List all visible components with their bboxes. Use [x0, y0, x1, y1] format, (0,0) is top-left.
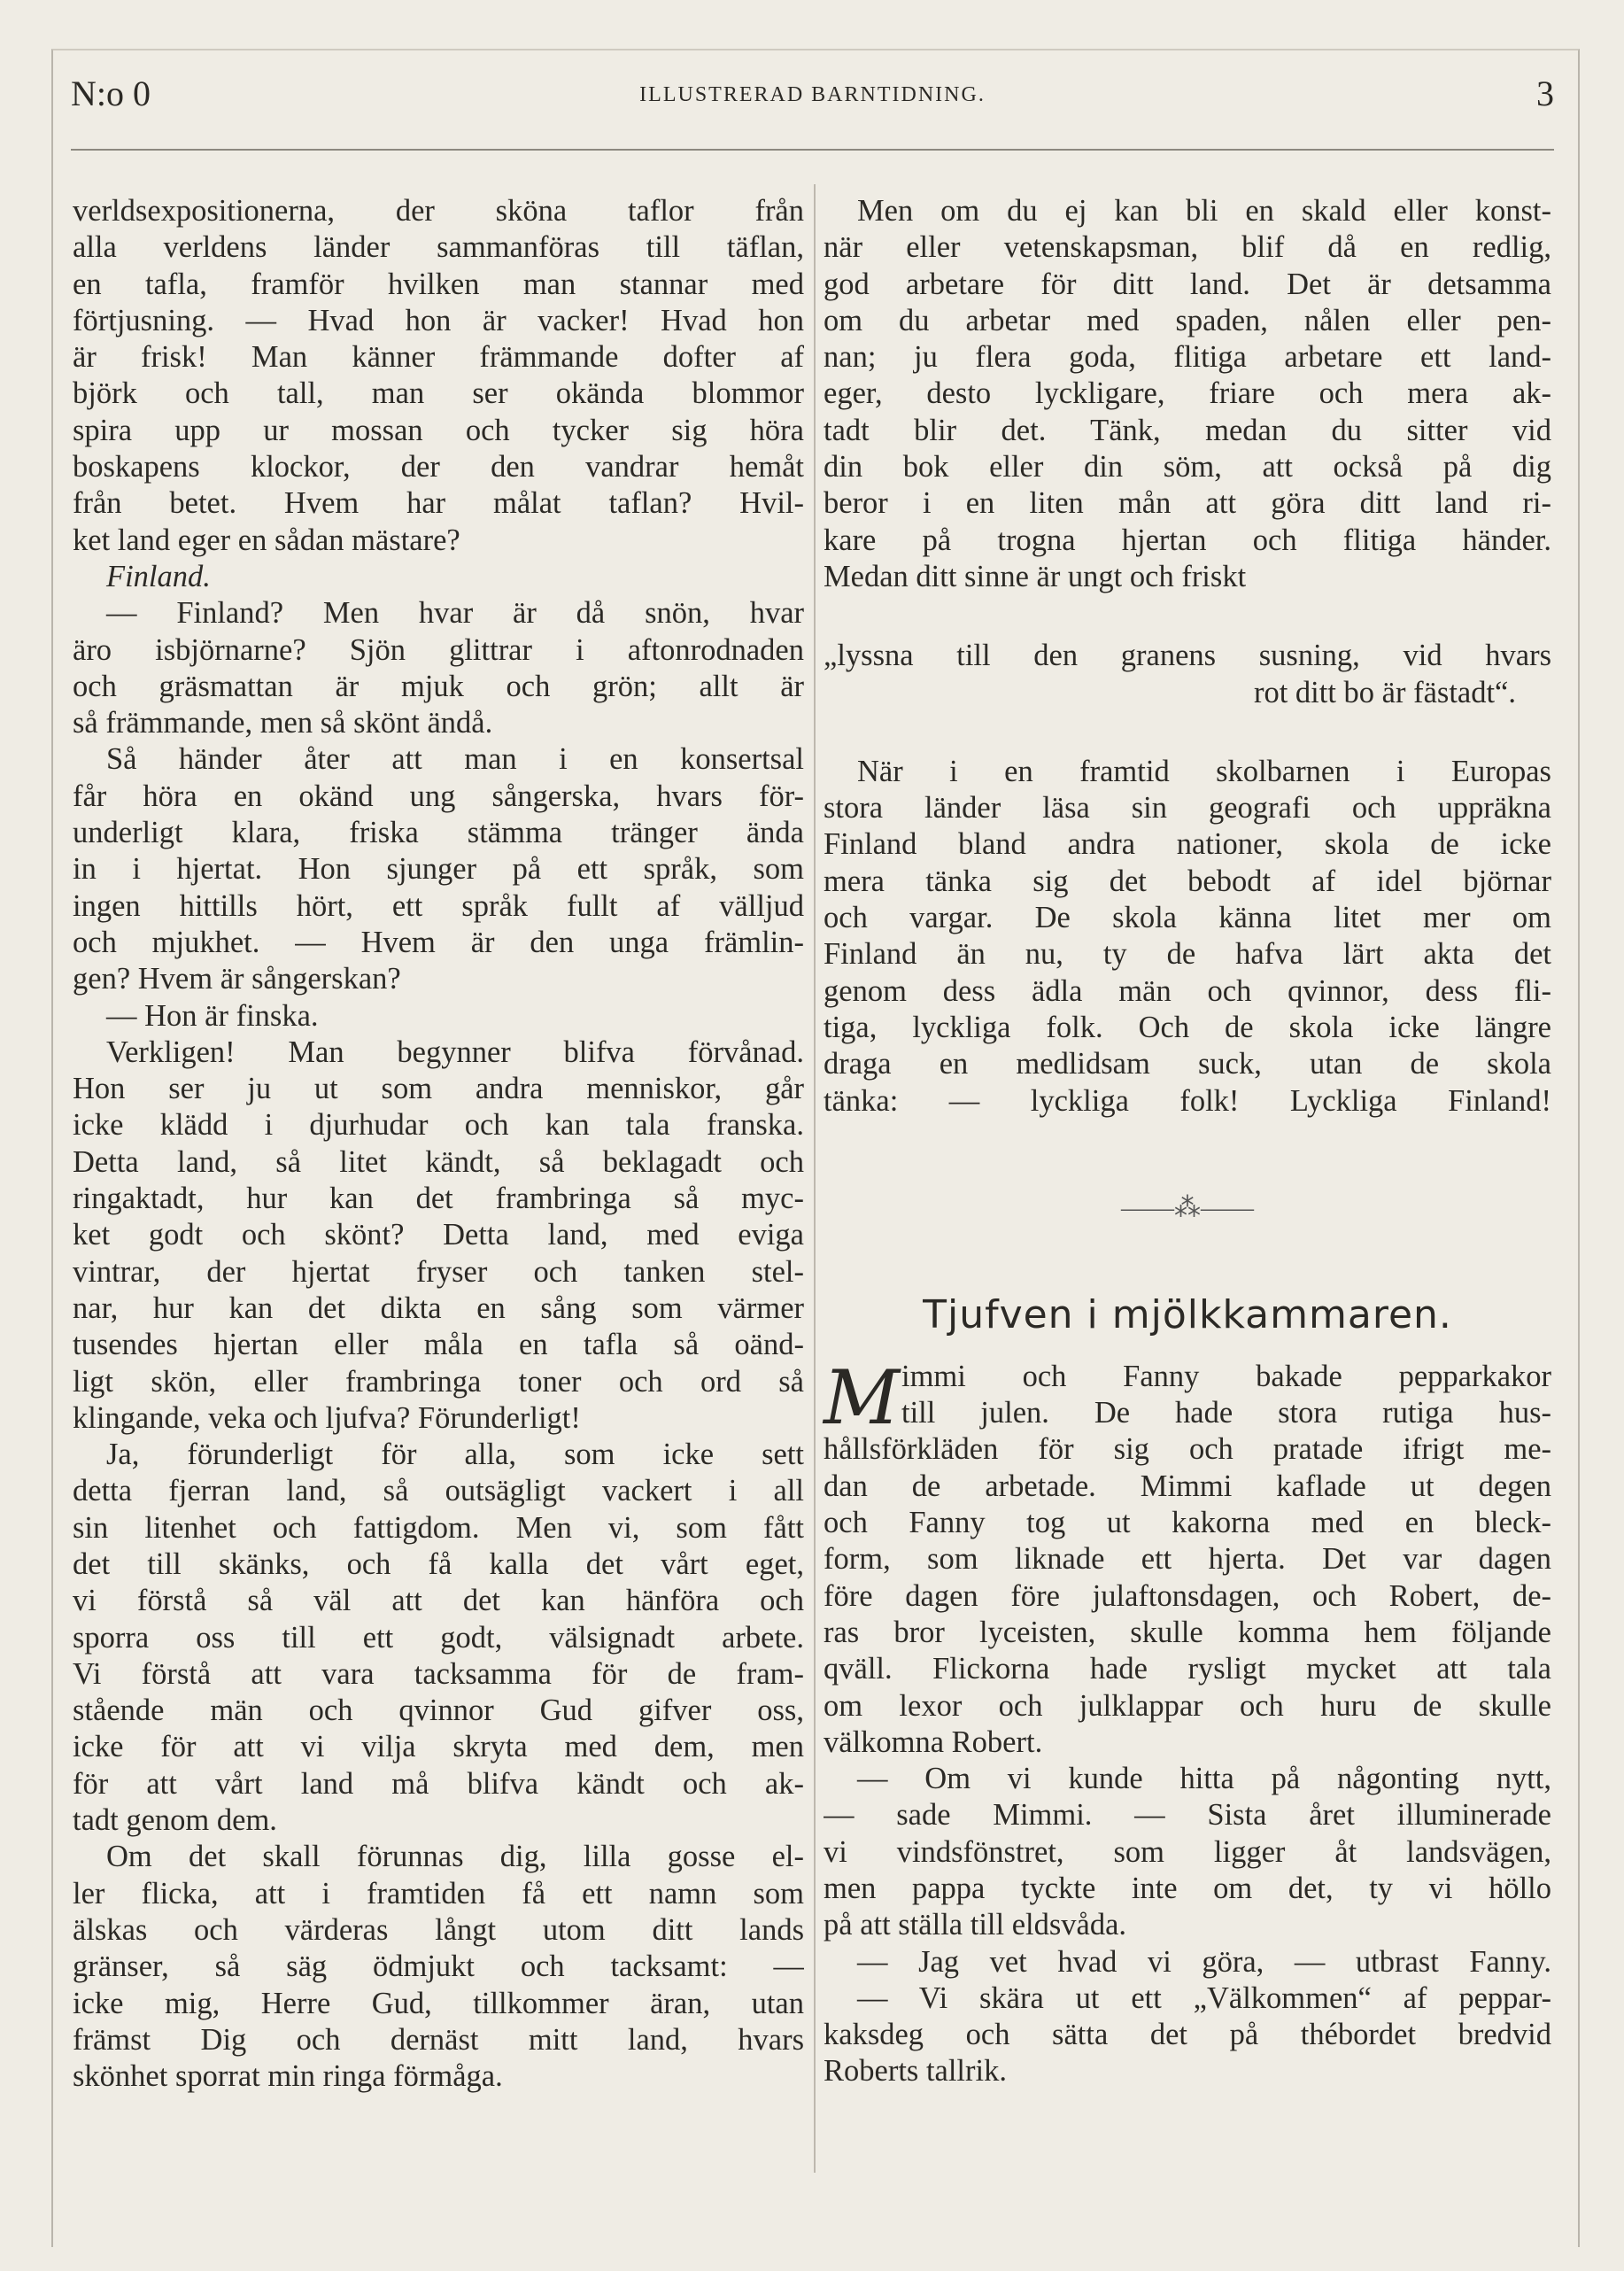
text-line: före dagen före julaftonsdagen, och Robert, de-	[824, 1578, 1551, 1613]
text-line: Hon ser ju ut som andra menniskor, går	[73, 1072, 804, 1106]
text-line: genom dess ädla män och qvinnor, dess fli-	[824, 973, 1551, 1008]
text-line: kaksdeg och sätta det på thébordet bredvid	[824, 2018, 1551, 2052]
text-line: en tafla, framför hvilken man stannar med	[73, 267, 804, 301]
text-line: Verkligen! Man begynner blifva förvånad.	[106, 1035, 804, 1069]
dropcap-letter: M	[824, 1353, 901, 1441]
text-line: välkomna Robert.	[824, 1725, 1043, 1759]
text-line: stora länder läsa sin geografi och uppräkna	[824, 791, 1551, 825]
text-line: Finland.	[106, 559, 211, 593]
text-line: form, som liknade ett hjerta. Det var dagen	[824, 1542, 1551, 1577]
text-line: förtjusning. — Hvad hon är vacker! Hvad hon	[73, 303, 804, 337]
quote-block	[824, 638, 1551, 711]
page-number: 3	[1536, 74, 1554, 113]
issue-number: N:o 0	[71, 74, 151, 113]
text-line: eger, desto lyckligare, friare och mera ak-	[824, 376, 1551, 411]
text-line: verldsexpositionerna, der sköna taflor från	[73, 194, 804, 228]
text-line: kare på trogna hjertan och flitiga händer.	[824, 523, 1551, 557]
story-body	[824, 1431, 1551, 2089]
text-line: och mjukhet. — Hvem är den unga främlin-	[73, 925, 804, 959]
text-line: klingande, veka och ljufva? Förunderligt!	[73, 1400, 581, 1435]
text-line: gränser, så säg ödmjukt och tacksamt: —	[73, 1949, 804, 1984]
text-line: god arbetare för ditt land. Det är detsamma	[824, 267, 1551, 301]
text-line: ket land eger en sådan mästare?	[73, 523, 460, 557]
text-line: skönhet sporrat min ringa förmåga.	[73, 2059, 503, 2094]
text-line: draga en medlidsam suck, utan de skola	[824, 1047, 1551, 1081]
text-line: tänka: — lyckliga folk! Lyckliga Finland!	[824, 1083, 1551, 1118]
text-line: — Jag vet hvad vi göra, — utbrast Fanny.	[857, 1944, 1551, 1979]
text-line: alla verldens länder sammanföras till täflan,	[73, 230, 804, 265]
text-line: Roberts tallrik.	[824, 2054, 1007, 2089]
section-ornament: ——⁂——	[1121, 1192, 1254, 1222]
text-line: tiga, lyckliga folk. Och de skola icke längre	[824, 1010, 1551, 1044]
text-line: underligt klara, friska stämma tränger ända	[73, 816, 804, 850]
text-line: och Fanny tog ut kakorna med en bleck-	[824, 1506, 1551, 1540]
text-line: sin litenhet och fattigdom. Men vi, som fått	[73, 1510, 804, 1545]
text-line: in i hjertat. Hon sjunger på ett språk, som	[73, 852, 804, 887]
text-line: Medan ditt sinne är ungt och friskt	[824, 559, 1247, 593]
text-line: — Hon är finska.	[106, 998, 319, 1033]
text-line: icke mig, Herre Gud, tillkommer äran, utan	[73, 1986, 804, 2020]
text-line: stående män och qvinnor Gud gifver oss,	[73, 1694, 804, 1728]
text-line: sporra oss till ett godt, välsignadt arbete.	[73, 1620, 804, 1655]
story-title: Tjufven i mjölkkammaren.	[923, 1291, 1452, 1337]
page-header	[71, 73, 1554, 126]
text-line: Finland bland andra nationer, skola de icke	[824, 827, 1551, 862]
text-line: tusendes hjertan eller måla en tafla så oänd-	[73, 1328, 804, 1362]
text-line: från betet. Hvem har målat taflan? Hvil-	[73, 486, 804, 521]
text-line: icke klädd i djurhudar och kan tala franska.	[73, 1108, 804, 1143]
text-line: Om det skall förunnas dig, lilla gosse el-	[106, 1840, 804, 1874]
text-line: vintrar, der hjertat fryser och tanken stel-	[73, 1254, 804, 1289]
text-line: äro isbjörnarne? Sjön glittrar i aftonrodnaden	[73, 632, 804, 667]
text-line: boskapens klockor, der den vandrar hemåt	[73, 450, 804, 484]
text-line: ingen hittills hört, ett språk fullt af välljud	[73, 888, 804, 923]
text-line: icke för att vi vilja skryta med dem, men	[73, 1730, 804, 1764]
publication-title: ILLUSTRERAD BARNTIDNING.	[639, 83, 986, 106]
text-line: immi och Fanny bakade pepparkakor	[901, 1359, 1551, 1393]
text-line: Vi förstå att vara tacksamma för de fram-	[73, 1656, 804, 1691]
text-line: beror i en liten mån att göra ditt land ri-	[824, 486, 1551, 521]
text-line: om lexor och julklappar och huru de skulle	[824, 1688, 1551, 1723]
text-line: mera tänka sig det bebodt af idel björnar	[824, 864, 1551, 898]
text-line: dan de arbetade. Mimmi kaflade ut degen	[824, 1469, 1551, 1503]
text-line: tadt genom dem.	[73, 1803, 277, 1838]
text-line: qväll. Flickorna hade rysligt mycket att tala	[824, 1652, 1551, 1686]
text-line: ras bror lyceisten, skulle komma hem följande	[824, 1615, 1551, 1649]
text-line: älskas och värderas långt utom ditt lands	[73, 1912, 804, 1947]
right-column	[824, 193, 1551, 2090]
text-line: ringaktadt, hur kan det frambringa så myc-	[73, 1182, 804, 1216]
text-line: — Om vi kunde hitta på någonting nytt,	[857, 1762, 1551, 1796]
text-line: Ja, förunderligt för alla, som icke sett	[106, 1438, 804, 1472]
text-line: får höra en okänd ung sångerska, hvars för-	[73, 779, 804, 813]
text-line: tadt blir det. Tänk, medan du sitter vid	[824, 413, 1551, 447]
text-line: ligt skön, eller frambringa toner och ord så	[73, 1364, 804, 1399]
text-line: och gräsmattan är mjuk och grön; allt är	[73, 669, 804, 703]
text-line: men pappa tyckte inte om det, ty vi höllo	[824, 1871, 1551, 1905]
text-line: — Vi skära ut ett „Välkommen“ af peppar-	[857, 1980, 1551, 2015]
text-line: björk och tall, man ser okända blommor	[73, 376, 804, 411]
text-line: ket godt och skönt? Detta land, med eviga	[73, 1218, 804, 1252]
text-line: Men om du ej kan bli en skald eller konst-	[857, 194, 1551, 228]
text-line: Så händer åter att man i en konsertsal	[106, 742, 804, 777]
text-line: till julen. De hade stora rutiga hus-	[901, 1396, 1551, 1430]
column-divider	[814, 184, 816, 2173]
header-rule	[71, 149, 1554, 151]
text-line: ler flicka, att i framtiden få ett namn som	[73, 1876, 804, 1911]
text-line: nar, hur kan det dikta en sång som värmer	[73, 1291, 804, 1325]
right-column-top-text	[824, 193, 1551, 595]
quote-line: rot ditt bo är fästadt“.	[1253, 675, 1516, 709]
text-line: främst Dig och dernäst mitt land, hvars	[73, 2022, 804, 2057]
text-line: när eller vetenskapsman, blif då en redlig,	[824, 230, 1551, 265]
text-line: detta fjerran land, så outsägligt vackert i all	[73, 1474, 804, 1508]
text-line: gen? Hvem är sångerskan?	[73, 962, 401, 996]
text-line: om du arbetar med spaden, nålen eller pen-	[824, 303, 1551, 337]
text-line: det till skänks, och få kalla det vårt eget,	[73, 1546, 804, 1581]
text-line: hållsförkläden för sig och pratade ifrigt me-	[824, 1432, 1551, 1467]
text-line: din bok eller din söm, att också på dig	[824, 450, 1551, 484]
text-line: — sade Mimmi. — Sista året illuminerade	[824, 1798, 1551, 1833]
text-line: så främmande, men så skönt ändå.	[73, 706, 493, 740]
text-line: vi förstå så väl att det kan hänföra och	[73, 1584, 804, 1618]
text-line: är frisk! Man känner främmande dofter af	[73, 340, 804, 375]
story-opening	[824, 1353, 1551, 1441]
text-line: vi vindsfönstret, som ligger åt landsvägen,	[824, 1834, 1551, 1869]
left-column	[73, 193, 804, 2095]
text-line: spira upp ur mossan och tycker sig höra	[73, 413, 804, 447]
text-line: Finland än nu, ty de hafva lärt akta det	[824, 937, 1551, 972]
text-line: Detta land, så litet kändt, så beklagadt och	[73, 1144, 804, 1179]
right-column-middle-text	[824, 754, 1551, 1120]
text-line: nan; ju flera goda, flitiga arbetare ett land-	[824, 340, 1551, 375]
text-line: och vargar. De skola känna litet mer om	[824, 901, 1551, 935]
text-line: — Finland? Men hvar är då snön, hvar	[106, 596, 804, 631]
text-line: När i en framtid skolbarnen i Europas	[857, 754, 1551, 788]
text-line: på att ställa till eldsvåda.	[824, 1908, 1127, 1942]
text-line: för att vårt land må blifva kändt och ak-	[73, 1766, 804, 1801]
quote-line: „lyssna till den granens susning, vid hvars	[824, 639, 1551, 673]
